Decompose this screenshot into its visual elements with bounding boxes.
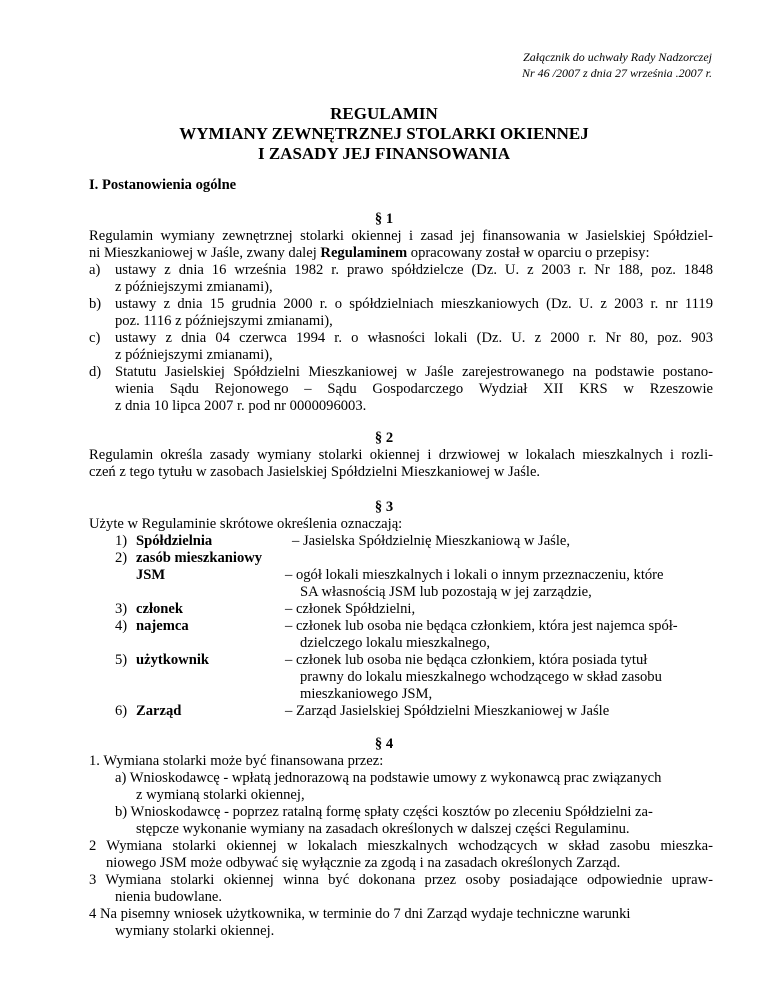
paragraph-4-item-1: 1. Wymiana stolarki może być finansowana przez: (89, 753, 384, 769)
paragraph-4-item-2-line-2: niowego JSM może odbywać się wyłącznie za zgodą i na zasadach określonych Zarząd. (106, 855, 621, 871)
paragraph-4-item-4-line-1: 4 Na pisemny wniosek użytkownika, w terminie do 7 dni Zarząd wydaje techniczne warunki (89, 906, 631, 922)
paragraph-3-heading: § 3 (374, 499, 394, 515)
term-definition-line: mieszkaniowego JSM, (300, 686, 433, 702)
paragraph-4-item-4-line-2: wymiany stolarki okiennej. (115, 923, 275, 939)
term-name-continued: JSM (136, 567, 166, 583)
list-item-marker: b) (89, 296, 102, 312)
term-name: zasób mieszkaniowy (136, 550, 263, 566)
term-number: 1) (115, 533, 128, 549)
term-definition-line: SA własnością JSM lub pozostają w jej zarządzie, (300, 584, 592, 600)
term-definition-line: – Zarząd Jasielskiej Spółdzielni Mieszkaniowej w Jaśle (285, 703, 610, 719)
list-item-a-line-1: ustawy z dnia 16 września 1982 r. prawo spółdzielcze (Dz. U. z 2003 r. Nr 188, poz. 1848 (115, 262, 713, 278)
paragraph-3-intro: Użyte w Regulaminie skrótowe określenia oznaczają: (89, 516, 403, 532)
list-item-d-line-2: wienia Sądu Rejonowego – Sądu Gospodarczego Wydział XII KRS w Rzeszowie (115, 381, 713, 397)
list-item-b-line-2: poz. 1116 z późniejszymi zmianami), (115, 313, 333, 329)
paragraph-2-line-2: czeń z tego tytułu w zasobach Jasielskiej Spółdzielni Mieszkaniowej w Jaśle. (89, 464, 541, 480)
paragraph-4-item-1a-line-1: a) Wnioskodawcę - wpłatą jednorazową na podstawie umowy z wykonawcą prac związanych (115, 770, 662, 786)
annex-note-line-1: Załącznik do uchwały Rady Nadzorczej (523, 50, 712, 64)
term-definition-line: – ogół lokali mieszkalnych i lokali o innym przeznaczeniu, które (285, 567, 664, 583)
list-item-d-line-1: Statutu Jasielskiej Spółdzielni Mieszkaniowej w Jaśle zarejestrowanego na podstawie postano- (115, 364, 713, 380)
term-number: 6) (115, 703, 128, 719)
paragraph-4-item-1b-line-1: b) Wnioskodawcę - poprzez ratalną formę spłaty części kosztów po zleceniu Spółdzielni za- (115, 804, 653, 820)
term-definition-line: – członek lub osoba nie będąca członkiem, która jest najemca spół- (285, 618, 678, 634)
list-item-marker: a) (89, 262, 101, 278)
term-number: 5) (115, 652, 128, 668)
term-name: Spółdzielnia (136, 533, 213, 549)
document-title-line-1: REGULAMIN (330, 104, 438, 123)
paragraph-2-heading: § 2 (374, 430, 394, 446)
section-heading: I. Postanowienia ogólne (89, 177, 237, 193)
paragraph-4-item-1a-line-2: z wymianą stolarki okiennej, (136, 787, 305, 803)
paragraph-4-item-2-line-1: 2 Wymiana stolarki okiennej w lokalach mieszkalnych wchodzących w skład zasobu mieszka- (89, 838, 713, 854)
term-name: Zarząd (136, 703, 182, 719)
list-item-a-line-2: z późniejszymi zmianami), (115, 279, 273, 295)
list-item-marker: c) (89, 330, 101, 346)
regulamin-term: Regulaminem (320, 245, 408, 261)
paragraph-4-item-3-line-1: 3 Wymiana stolarki okiennej winna być dokonana przez osoby posiadające odpowiednie upraw- (89, 872, 713, 888)
term-number: 4) (115, 618, 128, 634)
term-name: najemca (136, 618, 189, 634)
paragraph-1-intro-line-1: Regulamin wymiany zewnętrznej stolarki okiennej i zasad jej finansowania w Jasielskiej Spółdziel- (89, 228, 713, 244)
term-definition-line: – członek Spółdzielni, (285, 601, 416, 617)
term-definition-line: – członek lub osoba nie będąca członkiem, która posiada tytuł (285, 652, 648, 668)
paragraph-4-heading: § 4 (374, 736, 394, 752)
term-name: członek (136, 601, 184, 617)
term-number: 2) (115, 550, 128, 566)
list-item-d-line-3: z dnia 10 lipca 2007 r. pod nr 0000096003. (115, 398, 367, 414)
list-item-marker: d) (89, 364, 102, 380)
list-item-c-line-2: z późniejszymi zmianami), (115, 347, 273, 363)
paragraph-2-line-1: Regulamin określa zasady wymiany stolarki okiennej i drzwiowej w lokalach mieszkalnych i rozli- (89, 447, 713, 463)
term-number: 3) (115, 601, 128, 617)
paragraph-4-item-1b-line-2: stępcze wykonanie wymiany na zasadach określonych w dalszej części Regulaminu. (136, 821, 630, 837)
annex-note-line-2: Nr 46 /2007 z dnia 27 września .2007 r. (521, 66, 712, 80)
paragraph-1-intro-line-2: ni Mieszkaniowej w Jaśle, zwany dalej Regulaminem opracowany został w oparciu o przepisy: (89, 245, 650, 261)
term-definition-line: – Jasielska Spółdzielnię Mieszkaniową w Jaśle, (292, 533, 571, 549)
term-definition-line: dzielczego lokalu mieszkalnego, (300, 635, 491, 651)
term-definition-line: prawny do lokalu mieszkalnego wchodzącego w skład zasobu (300, 669, 662, 685)
paragraph-1-heading: § 1 (374, 211, 394, 227)
term-name: użytkownik (136, 652, 209, 668)
list-item-c-line-1: ustawy z dnia 04 czerwca 1994 r. o własności lokali (Dz. U. z 2000 r. Nr 80, poz. 903 (115, 330, 713, 346)
list-item-b-line-1: ustawy z dnia 15 grudnia 2000 r. o spółdzielniach mieszkaniowych (Dz. U. z 2003 r. nr 1119 (115, 296, 713, 312)
document-title-line-3: I ZASADY JEJ FINANSOWANIA (257, 144, 511, 163)
document-title-line-2: WYMIANY ZEWNĘTRZNEJ STOLARKI OKIENNEJ (179, 124, 589, 143)
paragraph-4-item-3-line-2: nienia budowlane. (115, 889, 222, 905)
